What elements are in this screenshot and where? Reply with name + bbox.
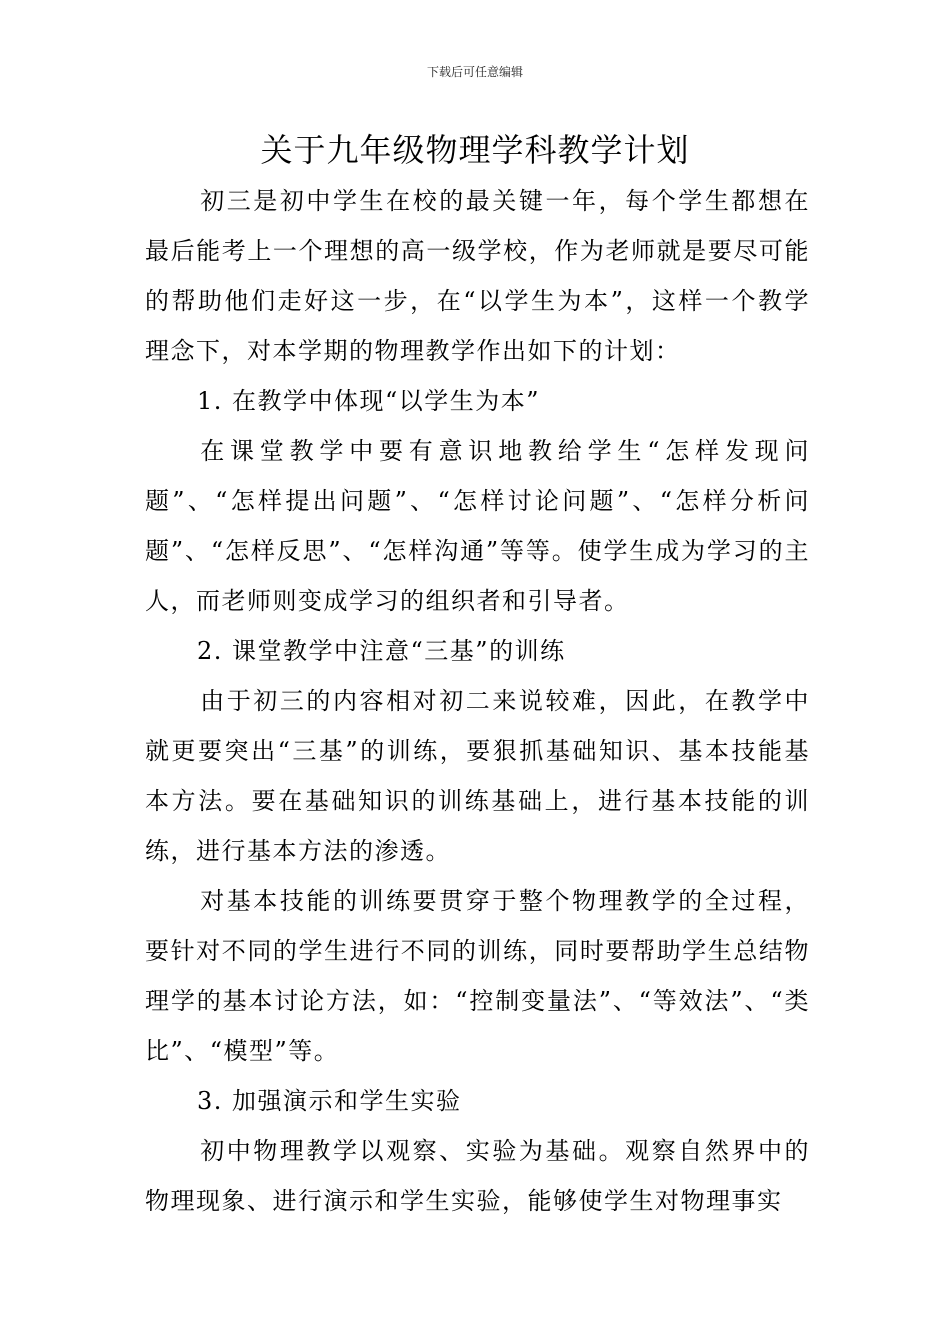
section-heading-3: 3. 加强演示和学生实验 bbox=[197, 1087, 462, 1115]
document-title: 关于九年级物理学科教学计划 bbox=[260, 131, 690, 169]
section-heading-2: 2. 课堂教学中注意“三基”的训练 bbox=[197, 637, 566, 665]
section-heading-1: 1. 在教学中体现“以学生为本” bbox=[197, 387, 541, 415]
section-2-paragraph-1: 由于初三的内容相对初二来说较难，因此，在教学中就更要突出“三基”的训练，要狠抓基础知识、基本技能基本方法。要在基础知识的训练基础上，进行基本技能的训练，进行基本方法的渗透。 bbox=[145, 687, 810, 865]
section-3-paragraph: 初中物理教学以观察、实验为基础。观察自然界中的物理现象、进行演示和学生实验，能够使学生对物理事实 bbox=[145, 1137, 810, 1215]
page-header-note: 下载后可任意编辑 bbox=[426, 65, 523, 79]
section-1-paragraph: 在课堂教学中要有意识地教给学生“怎样发现问题”、“怎样提出问题”、“怎样讨论问题”、“怎样分析问题”、“怎样反思”、“怎样沟通”等等。使学生成为学习的主人，而老师则变成学习的组织者和引导者。 bbox=[145, 437, 810, 615]
intro-paragraph: 初三是初中学生在校的最关键一年，每个学生都想在最后能考上一个理想的高一级学校，作为老师就是要尽可能的帮助他们走好这一步，在“以学生为本”，这样一个教学理念下，对本学期的物理教学作出如下的计划： bbox=[145, 187, 810, 365]
document-body bbox=[145, 176, 810, 1226]
section-2-paragraph-2: 对基本技能的训练要贯穿于整个物理教学的全过程，要针对不同的学生进行不同的训练，同时要帮助学生总结物理学的基本讨论方法，如：“控制变量法”、“等效法”、“类比”、“模型”等。 bbox=[145, 887, 810, 1065]
